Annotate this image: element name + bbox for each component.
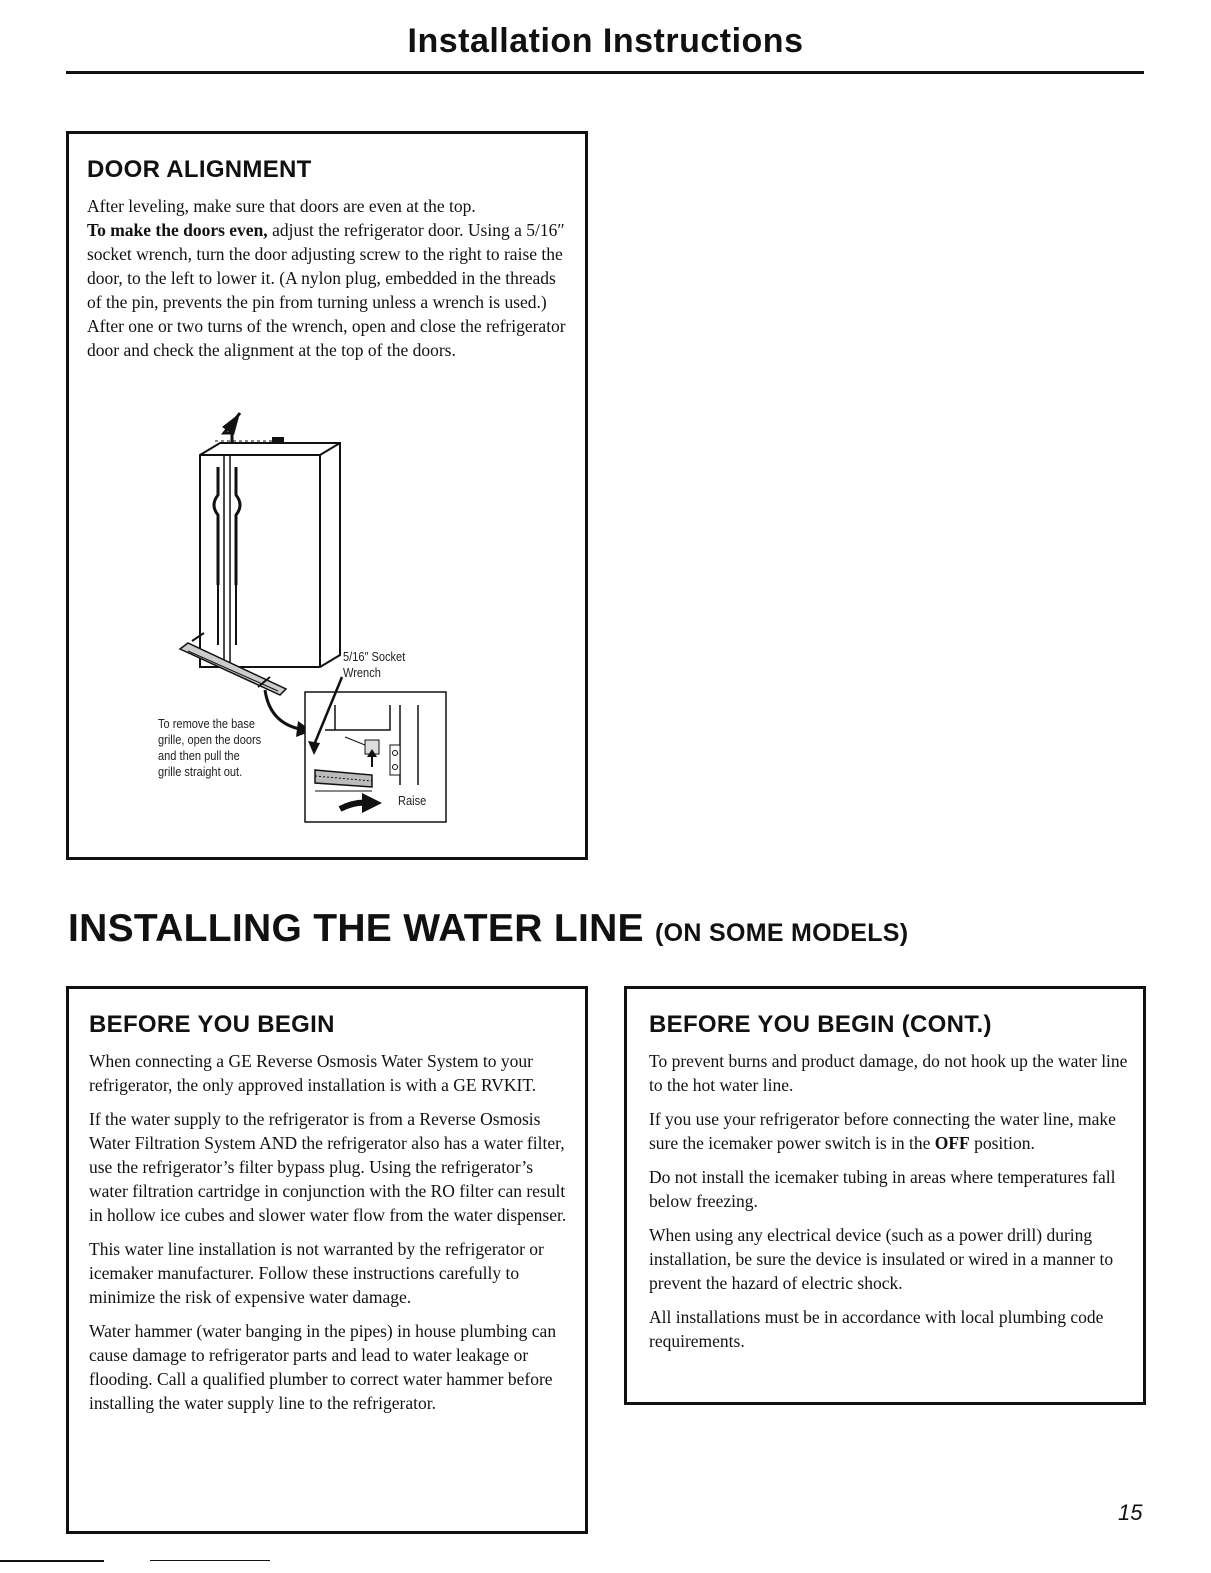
page-header-title: Installation Instructions — [407, 22, 804, 60]
bottom-scan-mark-2 — [150, 1560, 270, 1561]
bottom-scan-mark — [0, 1560, 104, 1562]
grille-removal-label — [158, 716, 261, 780]
cont-p2-bold: OFF — [934, 1133, 970, 1153]
cont-p2 — [649, 1107, 1133, 1155]
grille-label-line1: To remove the base — [158, 716, 256, 731]
wrench-label-line1: 5/16″ Socket — [343, 649, 406, 664]
door-alignment-p2 — [87, 218, 573, 362]
before-you-begin-p3: This water line installation is not warranted by the refrigerator or icemaker manufacturer. Follow these instructions carefully to minimize the risk of expensive water damage. — [89, 1239, 544, 1307]
door-alignment-p1: After leveling, make sure that doors are even at the top. — [87, 196, 476, 216]
raise-label: Raise — [398, 793, 427, 808]
water-line-section-title — [68, 907, 908, 951]
before-you-begin-cont-heading: BEFORE YOU BEGIN (CONT.) — [649, 1011, 992, 1038]
page-number: 15 — [1118, 1500, 1143, 1525]
cont-p5: All installations must be in accordance with local plumbing code requirements. — [649, 1307, 1104, 1351]
grille-label-line3: and then pull the — [158, 748, 240, 763]
wrench-label-line2: Wrench — [343, 665, 381, 680]
before-you-begin-p2: If the water supply to the refrigerator is from a Reverse Osmosis Water Filtration System AND the refrigerator also has a water filter, use the refrigerator’s filter bypass plug. Using the refrigerator’s water filtration cartridge in conjunction with the RO filter can result in hollow ice cubes and slower water flow from the water dispenser. — [89, 1109, 567, 1225]
cont-p3: Do not install the icemaker tubing in areas where temperatures fall below freezing. — [649, 1167, 1116, 1211]
cont-p4: When using any electrical device (such as a power drill) during installation, be sure the device is insulated or wired in a manner to prevent the hazard of electric shock. — [649, 1225, 1114, 1293]
water-line-title: INSTALLING THE WATER LINE — [68, 907, 655, 950]
cont-p2-b: position. — [969, 1133, 1035, 1153]
refrigerator-illustration — [100, 405, 470, 825]
grille-label-line4: grille straight out. — [158, 764, 243, 779]
before-you-begin-p4: Water hammer (water banging in the pipes) in house plumbing can cause damage to refrigerator parts and lead to water leakage or flooding. Call a qualified plumber to correct water hammer before installing the water supply line to the refrigerator. — [89, 1321, 557, 1413]
door-alignment-heading: DOOR ALIGNMENT — [87, 156, 312, 183]
water-line-subtitle: (ON SOME MODELS) — [655, 919, 909, 947]
grille-label-line2: grille, open the doors — [158, 732, 262, 747]
before-you-begin-p1: When connecting a GE Reverse Osmosis Water System to your refrigerator, the only approved installation is with a GE RVKIT. — [89, 1051, 537, 1095]
header-rule — [66, 71, 1144, 74]
wrench-label — [343, 649, 405, 681]
before-you-begin-box — [66, 986, 588, 1534]
cont-p1: To prevent burns and product damage, do not hook up the water line to the hot water line. — [649, 1051, 1128, 1095]
door-alignment-p2-bold: To make the doors even, — [87, 220, 268, 240]
before-you-begin-cont-box — [624, 986, 1146, 1405]
cont-p2-a: If you use your refrigerator before connecting the water line, make sure the icemaker power switch is in the — [649, 1109, 1116, 1153]
door-alignment-p2-rest: adjust the refrigerator door. Using a 5/16″ socket wrench, turn the door adjusting screw to the right to raise the door, to the left to lower it. (A nylon plug, embedded in the threads of the pin, prevents the pin from turning unless a wrench is used.) After one or two turns of the wrench, open and close the refrigerator door and check the alignment at the top of the doors. — [87, 220, 566, 360]
before-you-begin-heading: BEFORE YOU BEGIN — [89, 1011, 335, 1038]
refrigerator-door-figure — [100, 405, 470, 825]
